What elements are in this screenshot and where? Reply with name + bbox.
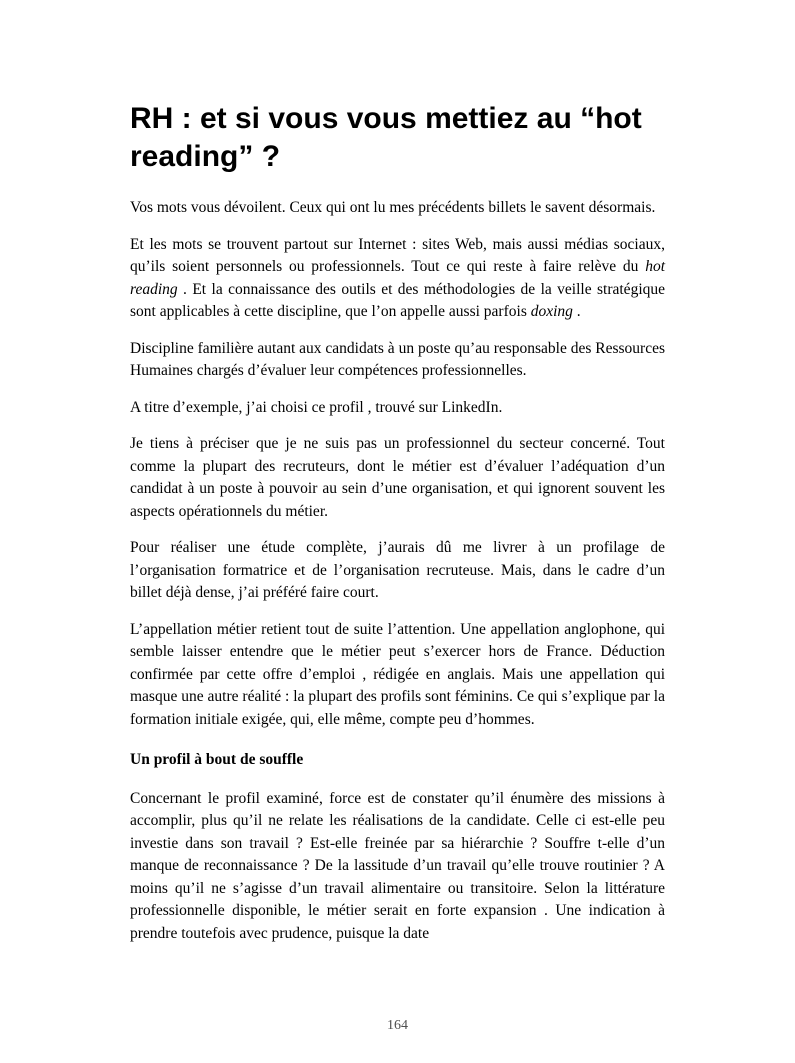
text-run: L’appellation métier retient tout de suite l’attention. Une appellation anglophone, qui semble laisser entendre que le métier peut s’exercer hors de France. Déduction confirmée par cette offre d’emploi , rédigée en anglais. Mais une appellation qui masque une autre réalité : la plupart des profils sont féminins. Ce qui s’explique par la formation initiale exigée, qui, elle même, compte peu d’hommes. <box>130 620 665 728</box>
page-footer <box>0 1018 795 1034</box>
paragraph <box>130 619 665 732</box>
text-run: . <box>572 303 581 320</box>
text-run: Concernant le profil examiné, force est de constater qu’il énumère des missions à accomplir, plus qu’il ne relate les réalisations de la candidate. Celle ci est-elle peu investie dans son travail ? Est-elle freinée par sa hiérarchie ? Souffre t-elle d’un manque de reconnaissance ? De la lassitude d’un travail qu’elle trouve routinier ? A moins qu’il ne s’agisse d’un travail alimentaire ou transitoire. Selon la littérature professionnelle disponible, le métier serait en forte expansion . Une indication à prendre toutefois avec prudence, puisque la date <box>130 789 665 942</box>
paragraph <box>130 197 665 220</box>
page-number: 164 <box>387 1018 408 1033</box>
section-heading <box>130 749 665 772</box>
page-title: RH : et si vous vous mettiez au “hot reading” ? <box>130 102 642 173</box>
text-run: Vos mots vous dévoilent. Ceux qui ont lu mes précédents billets le savent désormais. <box>130 199 656 216</box>
italic-text: hot reading <box>130 258 665 298</box>
text-run: Et les mots se trouvent partout sur Internet : sites Web, mais aussi médias sociaux, qu’ils soient personnels ou professionnels. Tout ce qui reste à faire relève du <box>130 235 665 275</box>
italic-text: doxing <box>530 303 573 320</box>
paragraph <box>130 234 665 324</box>
paragraph <box>130 537 665 605</box>
page-content <box>130 100 665 959</box>
paragraph <box>130 788 665 946</box>
text-run: Un profil à bout de souffle <box>130 751 304 768</box>
document-body <box>130 197 665 945</box>
paragraph <box>130 397 665 420</box>
text-run: . Et la connaissance des outils et des méthodologies de la veille stratégique sont applicables à cette discipline, que l’on appelle aussi parfois <box>130 280 665 320</box>
text-run: Je tiens à préciser que je ne suis pas un professionnel du secteur concerné. Tout comme la plupart des recruteurs, dont le métier est d’évaluer l’adéquation d’un candidat à un poste à pouvoir au sein d’une organisation, et qui ignorent souvent les aspects opérationnels du métier. <box>130 435 665 520</box>
text-run: A titre d’exemple, j’ai choisi ce profil , trouvé sur LinkedIn. <box>130 398 503 416</box>
text-run: Discipline familière autant aux candidats à un poste qu’au responsable des Ressources Humaines chargés d’évaluer leur compétences professionnelles. <box>130 339 666 379</box>
paragraph <box>130 433 665 523</box>
paragraph <box>130 338 665 383</box>
text-run: Pour réaliser une étude complète, j’aurais dû me livrer à un profilage de l’organisation formatrice et de l’organisation recruteuse. Mais, dans le cadre d’un billet déjà dense, j’ai préféré faire court. <box>130 539 665 601</box>
